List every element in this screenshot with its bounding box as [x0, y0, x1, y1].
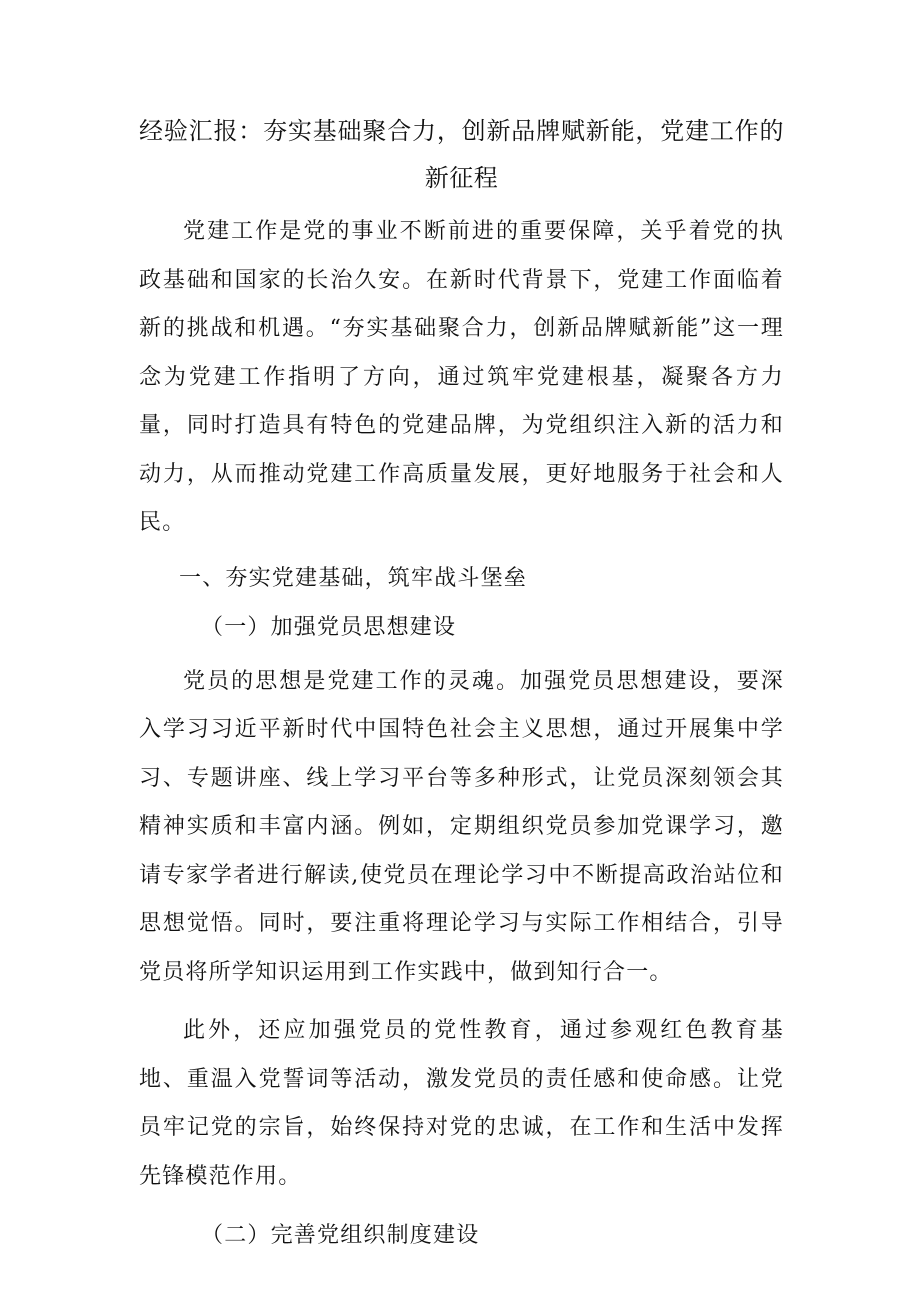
- spacer: [139, 997, 784, 1007]
- document-body: [139, 108, 784, 1260]
- section-heading-1: 一、夯实党建基础，筑牢战斗堡垒: [179, 565, 528, 591]
- subsection-heading-2: （二）完善党组织制度建设: [201, 1223, 480, 1248]
- spacer: [139, 1201, 784, 1211]
- subsection-1-paragraph-1: 党员的思想是党建工作的灵魂。加强党员思想建设，要深入学习习近平新时代中国特色社会主义思想，通过开展集中学习、专题讲座、线上学习平台等多种形式，让党员深刻领会其精神实质和丰富内涵。例如，定期组织党员参加党课学习，邀请专家学者进行解读,使党员在理论学习中不断提高政治站位和思想觉悟。同时，要注重将理论学习与实际工作相结合，引导党员将所学知识运用到工作实践中，做到知行合一。: [139, 668, 784, 985]
- intro-paragraph: 党建工作是党的事业不断前进的重要保障，关乎着党的执政基础和国家的长治久安。在新时代背景下，党建工作面临着新的挑战和机遇。“夯实基础聚合力，创新品牌赋新能”这一理念为党建工作指明了方向，通过筑牢党建根基，凝聚各方力量，同时打造具有特色的党建品牌，为党组织注入新的活力和动力，从而推动党建工作高质量发展，更好地服务于社会和人民。: [139, 219, 784, 535]
- subsection-heading-1: （一）加强党员思想建设: [201, 614, 457, 640]
- subsection-1-paragraph-2: 此外，还应加强党员的党性教育，通过参观红色教育基地、重温入党誓词等活动，激发党员的责任感和使命感。让党员牢记党的宗旨，始终保持对党的忠诚，在工作和生活中发挥先锋模范作用。: [139, 1018, 784, 1189]
- document-title: 经验汇报：夯实基础聚合力，创新品牌赋新能，党建工作的新征程: [139, 117, 784, 192]
